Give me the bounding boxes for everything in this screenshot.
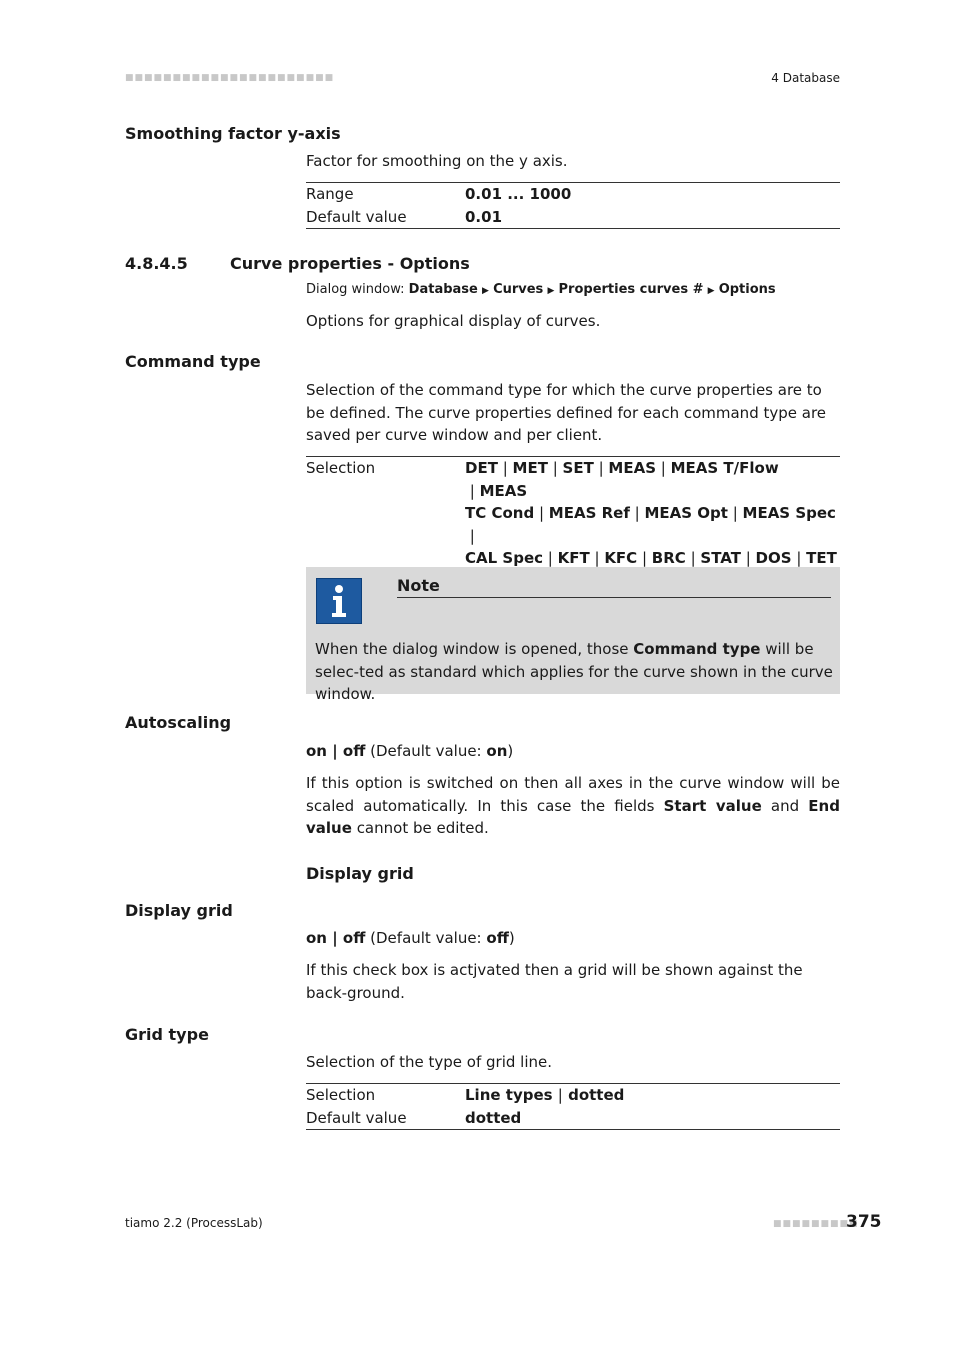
selection-option: MEAS: [479, 481, 528, 500]
desc-part: If this option is switched on then all axes in the curve window will be scaled automatically. In this case the fields: [306, 774, 840, 815]
selection-option: SET: [562, 459, 594, 477]
table-row: [306, 1084, 840, 1107]
desc-part: cannot be edited.: [356, 819, 489, 837]
selection-option: DOS: [755, 549, 792, 567]
dialog-path: [306, 282, 776, 297]
table-row: [306, 457, 840, 570]
selection-values: [465, 1084, 840, 1107]
selection-option: MEAS Ref: [548, 504, 630, 522]
selection-label: Selection: [306, 459, 376, 477]
selection-option: KFT: [557, 549, 590, 567]
selection-option: dotted: [568, 1086, 625, 1104]
selection-option: MEAS Opt: [644, 504, 728, 522]
selection-separator: |: [543, 549, 558, 567]
smoothing-description: Factor for smoothing on the y axis.: [306, 152, 568, 170]
selection-separator: |: [589, 549, 605, 567]
selection-separator: |: [629, 504, 645, 522]
default-value: off: [486, 929, 509, 947]
item-heading-command-type: Command type: [125, 352, 261, 371]
path-item: Properties curves #: [558, 282, 704, 297]
chapter-title: 4 Database: [771, 71, 840, 85]
table-row: [306, 206, 840, 229]
selection-separator: |: [791, 549, 807, 567]
selection-separator: |: [547, 459, 563, 477]
selection-option: MEAS Spec: [742, 504, 836, 522]
path-arrow: ▶: [707, 286, 715, 296]
selection-option: CAL Spec: [465, 549, 544, 567]
grid-type-description: Selection of the type of grid line.: [306, 1053, 552, 1071]
range-value: 0.01 ... 1000: [465, 185, 572, 203]
field-name: Start value: [663, 796, 762, 815]
selection-option: DET: [465, 459, 498, 477]
value-on: on: [306, 742, 327, 760]
range-label: Range: [306, 185, 354, 203]
selection-separator: |: [497, 459, 513, 477]
item-heading-smoothing: Smoothing factor y-axis: [125, 124, 341, 143]
item-heading-autoscaling: Autoscaling: [125, 713, 232, 732]
value-off: off: [342, 929, 366, 947]
selection-option: TET: [806, 549, 837, 567]
selection-option: STAT: [700, 549, 741, 567]
note-text-part: When the dialog window is opened, those: [315, 640, 629, 658]
selection-separator: |: [465, 481, 480, 500]
note-box: [306, 567, 840, 703]
default-value: on: [486, 742, 508, 760]
info-icon: [316, 578, 362, 624]
display-grid-values: [306, 927, 840, 950]
section-description: Options for graphical display of curves.: [306, 312, 601, 330]
selection-option: Line types: [465, 1086, 553, 1104]
footer-decoration: ■■■■■■■■■: [773, 1219, 859, 1229]
selection-option: MEAS T/Flow: [670, 459, 779, 477]
selection-option: TC Cond: [465, 504, 535, 522]
table-row: [306, 1107, 840, 1130]
value-separator: |: [326, 742, 343, 760]
autoscaling-values: [306, 740, 840, 763]
grid-type-param-table: [306, 1083, 840, 1130]
selection-separator: |: [637, 549, 652, 567]
selection-separator: |: [656, 459, 671, 477]
default-value: 0.01: [465, 207, 503, 226]
selection-separator: |: [740, 549, 756, 567]
subheading-display-grid: Display grid: [306, 864, 414, 883]
page-number: 375: [846, 1212, 882, 1232]
default-suffix: ): [507, 742, 514, 760]
note-text: [315, 638, 835, 706]
path-arrow: ▶: [547, 286, 555, 296]
default-label: Default value: [306, 207, 407, 226]
footer-product: tiamo 2.2 (ProcessLab): [125, 1216, 263, 1230]
path-item: Database: [408, 282, 478, 297]
selection-separator: |: [465, 526, 480, 545]
section-title: Curve properties - Options: [230, 254, 470, 273]
selection-option: MET: [512, 459, 548, 477]
selection-separator: |: [557, 1086, 563, 1104]
display-grid-description: If this check box is actjvated then a grid will be shown against the back-ground.: [306, 961, 803, 1002]
desc-part: and: [770, 796, 800, 815]
value-off: off: [342, 742, 366, 760]
note-title: Note: [397, 576, 831, 598]
selection-values: [465, 457, 840, 570]
selection-option: BRC: [651, 549, 686, 567]
item-heading-display-grid: Display grid: [125, 901, 233, 920]
section-number: 4.8.4.5: [125, 254, 188, 273]
selection-separator: |: [534, 504, 549, 522]
selection-line: [465, 502, 840, 547]
note-text-bold: Command type: [633, 640, 761, 658]
item-heading-grid-type: Grid type: [125, 1025, 209, 1044]
table-row: [306, 183, 840, 206]
value-on: on: [306, 929, 327, 947]
path-arrow: ▶: [482, 286, 489, 296]
selection-label: Selection: [306, 1086, 376, 1104]
smoothing-param-table: [306, 182, 840, 229]
field-name: End value: [306, 796, 840, 837]
default-prefix: (Default value:: [365, 742, 487, 760]
default-prefix: (Default value:: [365, 929, 487, 947]
default-suffix: ): [508, 929, 515, 947]
autoscaling-description: [306, 772, 840, 840]
default-label: Default value: [306, 1108, 407, 1127]
selection-option: KFC: [604, 549, 638, 567]
default-value: dotted: [465, 1108, 522, 1127]
selection-separator: |: [685, 549, 701, 567]
note-text-part: will be selec-ted as standard which applies for the curve shown in the curve window.: [315, 640, 833, 703]
selection-separator: |: [593, 459, 609, 477]
dialog-label: Dialog window:: [306, 282, 405, 297]
selection-option: MEAS: [608, 459, 657, 477]
header-decoration: ■■■■■■■■■■■■■■■■■■■■■■: [125, 73, 335, 83]
path-item: Curves: [493, 282, 544, 297]
path-item: Options: [718, 282, 776, 297]
value-separator: |: [326, 929, 343, 947]
command-type-description: Selection of the command type for which the curve properties are to be defined. The curve properties defined for each command type are saved per curve window and per client.: [306, 381, 827, 444]
selection-separator: |: [727, 504, 743, 522]
selection-line: [465, 457, 840, 502]
